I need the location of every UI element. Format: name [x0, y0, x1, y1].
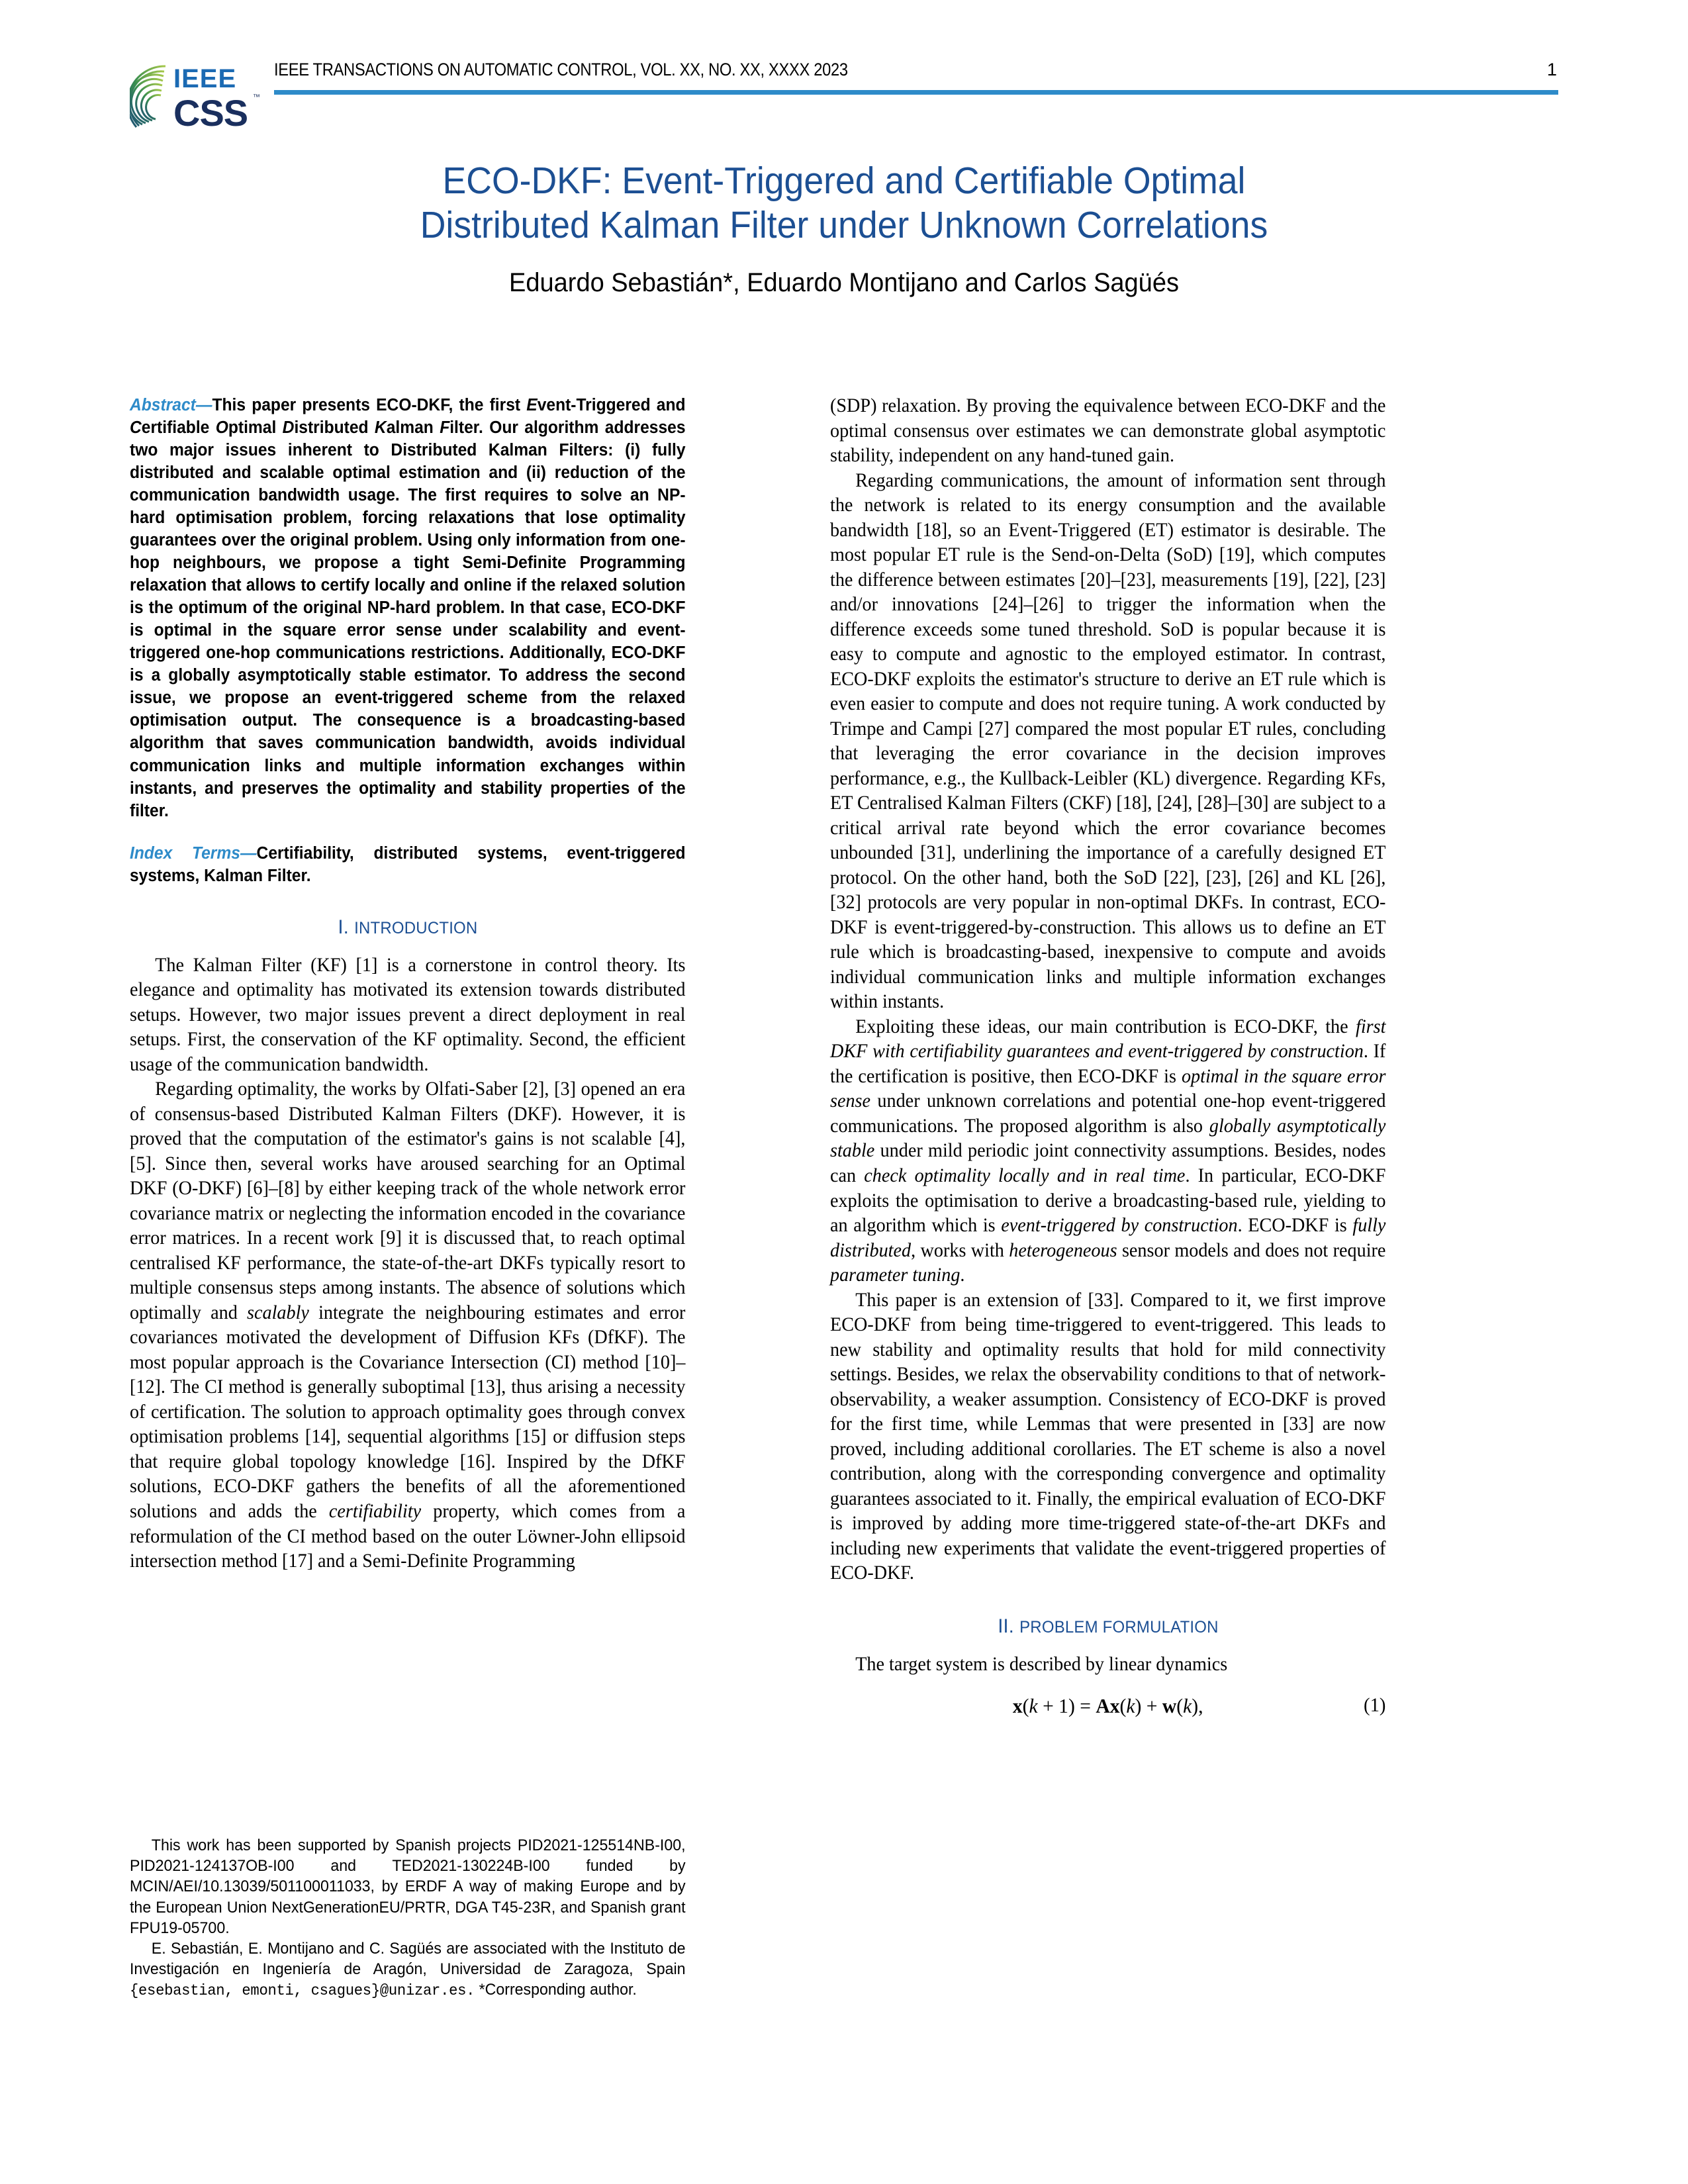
right-p3-text-a: Exploiting these ideas, our main contribution is ECO-DKF, the	[855, 1016, 1356, 1037]
abstract-text-4: ptimal	[228, 418, 283, 438]
section-heading-introduction	[141, 916, 675, 939]
section-number-2: II.	[998, 1615, 1014, 1637]
page-header	[130, 56, 1560, 135]
right-p3-italic-6: fully distributed	[830, 1215, 1386, 1261]
right-paragraph-3	[830, 1015, 1385, 1288]
left-p2-italic-1: scalably	[247, 1302, 309, 1323]
author-list: Eduardo Sebastián*, Eduardo Montijano and Carlos Sagüés	[509, 268, 1179, 297]
right-p3-text-e: . In particular, ECO-DKF exploits the optimisation to derive a broadcasting-based rule, yielding to an algorithm which is	[830, 1164, 1386, 1237]
left-p2-italic-2: certifiability	[328, 1501, 422, 1522]
footnote-email: {esebastian, emonti, csagues}@unizar.es.	[130, 1982, 475, 2000]
left-column	[130, 394, 686, 1574]
logo-css-text: CSS	[173, 92, 248, 132]
footnote-funding: This work has been supported by Spanish projects PID2021-125514NB-I00, PID2021-124137OB-I00 and TED2021-130224B-I00 funded by MCIN/AEI/10.13039/501100011033, by ERDF A way of making Europe and by the European Union NextGenerationEU/PRTR, DGA T45-23R, and Spanish grant FPU19-05700.	[130, 1836, 686, 1937]
right-p3-text-i: .	[960, 1264, 965, 1286]
abstract-em-6: F	[440, 418, 450, 438]
right-p3-text-b: . If the certification is positive, then ECO-DKF is	[830, 1041, 1386, 1087]
left-paragraph-1: The Kalman Filter (KF) [1] is a cornerstone in control theory. Its elegance and optimality has motivated its extension towards distributed setups. However, two major issues prevent a direct deployment in real setups. First, the conservation of the KF optimality. Second, the efficient usage of the communication bandwidth.	[130, 954, 686, 1075]
right-p3-text-g: , works with	[911, 1239, 1009, 1261]
right-p3-italic-8: parameter tuning	[830, 1264, 961, 1286]
paper-title-line-2: Distributed Kalman Filter under Unknown Correlations	[420, 204, 1268, 247]
header-divider-rule	[274, 90, 1558, 95]
paper-title	[218, 159, 1469, 248]
right-paragraph-4: This paper is an extension of [33]. Compared to it, we first improve ECO-DKF from being time-triggered to event-triggered. This leads to new stability and optimality results that hold for mild connectivity settings. Besides, we relax the observability conditions to that of network-observability, a weaker assumption. Consistency of ECO-DKF is proved for the first time, while Lemmas that were presented in [33] are now proved, including additional corollaries. The ET scheme is also a novel contribution, along with the corresponding convergence and optimality guarantees associated to it. Finally, the empirical evaluation of ECO-DKF is improved by adding more time-triggered state-of-the-art DKFs and including new experiments that validate the event-triggered properties of ECO-DKF.	[830, 1289, 1386, 1584]
abstract-em-2: C	[130, 418, 142, 438]
right-p3-text-h: sensor models and does not require	[1117, 1239, 1386, 1261]
abstract-text-6: alman	[386, 418, 440, 438]
abstract-em-3: O	[215, 418, 228, 438]
index-terms-text: Certifiability, distributed systems, event-triggered systems, Kalman Filter.	[130, 843, 686, 885]
right-paragraph-1: (SDP) relaxation. By proving the equivalence between ECO-DKF and the optimal consensus over estimates we can demonstrate global asymptotic stability, independent on any hand-tuned gain.	[830, 395, 1386, 467]
abstract-block	[130, 394, 686, 822]
equation-1-body: x(k + 1) = Ax(k) + w(k),	[1012, 1694, 1203, 1718]
abstract-text-7: ilter. Our algorithm addresses two major issues inherent to Distributed Kalman Filters: (i) fully distributed and scalable optimal estimation and (ii) reduction of the communication bandwidth usage. The first requires to solve an NP-hard optimisation problem, forcing relaxations that lose optimality guarantees over the original problem. Using only information from one-hop neighbours, we propose a tight Semi-Definite Programming relaxation that allows to certify locally and online if the relaxed solution is the optimum of the original NP-hard problem. In that case, ECO-DKF is optimal in the square error sense under scalability and event-triggered one-hop communications restrictions. Additionally, ECO-DKF is a globally asymptotically stable estimator. To address the second issue, we propose an event-triggered scheme from the relaxed optimisation output. The consequence is a broadcasting-based algorithm that saves communication bandwidth, avoids individual communication links and multiple information exchanges within instants, and preserves the optimality and stability properties of the filter.	[130, 418, 686, 820]
right-p3-italic-2: optimal in the square error sense	[830, 1065, 1386, 1112]
equation-1-number: (1)	[1364, 1694, 1386, 1717]
right-p3-italic-4: check optimality locally and in real time	[864, 1164, 1186, 1186]
index-terms-block	[130, 842, 686, 887]
right-p3-text-f: . ECO-DKF is	[1237, 1215, 1353, 1237]
abstract-em-5: K	[374, 418, 387, 438]
index-terms-label: Index Terms—	[130, 843, 257, 863]
ieee-css-logo-svg	[130, 58, 262, 132]
footnote-affiliation	[130, 1938, 686, 2001]
paper-title-line-1: ECO-DKF: Event-Triggered and Certifiable Optimal	[442, 160, 1246, 202]
abstract-label: Abstract—	[130, 396, 212, 414]
logo-trademark-icon: ™	[253, 93, 260, 101]
right-p3-text-d: under mild periodic joint connectivity assumptions. Besides, nodes can	[830, 1140, 1386, 1186]
abstract-text-5: istributed	[294, 418, 375, 438]
right-paragraph-2: Regarding communications, the amount of information sent through the network is related to its energy consumption and the available bandwidth [18], so an Event-Triggered (ET) estimator is desirable. The most popular ET rule is the Send-on-Delta (SoD) [19], which computes the difference between estimates [20]–[23], measurements [19], [22], [23] and/or innovations [24]–[26] to trigger the information when the difference exceeds some tuned threshold. SoD is popular because it is easy to compute and agnostic to the employed estimator. In contrast, ECO-DKF exploits the estimator's structure to derive an ET rule which is even easier to compute and does not require tuning. A work conducted by Trimpe and Campi [27] compared the most popular ET rules, concluding that leveraging the error covariance in the decision improves performance, e.g., the Kullback-Leibler (KL) divergence. Regarding KFs, ET Centralised Kalman Filters (CKF) [18], [24], [28]–[30] are subject to a critical arrival rate beyond which the error covariance becomes unbounded [31], underlining the importance of a carefully designed ET protocol. On the other hand, both the SoD [22], [23], [26] and KL [26], [32] protocols are very popular in non-optimal DKFs. In contrast, ECO-DKF is event-triggered-by-construction. This allows us to define an ET rule which is broadcasting-based, inexpensive to compute and avoids individual communication links and multiple information exchanges within instants.	[830, 469, 1386, 1013]
abstract-em-1: E	[526, 396, 538, 414]
left-paragraph-2	[130, 1077, 685, 1574]
section-title-2: PROBLEM FORMULATION	[1019, 1617, 1219, 1637]
right-p3-italic-7: heterogeneous	[1009, 1239, 1117, 1261]
ieee-css-logo	[130, 58, 262, 132]
section-title-1: INTRODUCTION	[354, 918, 478, 937]
equation-row-1	[830, 1694, 1385, 1731]
right-p3-italic-5: event-triggered by construction	[1001, 1215, 1238, 1237]
left-p2-text-a: Regarding optimality, the works by Olfati-Saber [2], [3] opened an era of consensus-based Distributed Kalman Filters (DKF). However, it is proved that the computation of the estimator's gains is not scalable [4], [5]. Since then, several works have aroused searching for an Optimal DKF (O-DKF) [6]–[8] by either keeping track of the whole network error covariance matrix or neglecting the information encoded in the covariance error matrices. In a recent work [9] it is discussed that, to reach optimal centralised KF performance, the state-of-the-art DKFs typically resort to multiple consensus steps among instants. The absence of solutions which optimally and	[130, 1078, 686, 1323]
left-p2-text-b: integrate the neighbouring estimates and error covariances motivated the development of Diffusion KFs (DfKF). The most popular approach is the Covariance Intersection (CI) method [10]–[12]. The CI method is generally suboptimal [13], thus arising a necessity of certification. The solution to approach optimality goes through convex optimisation problems [14], sequential algorithms [15] or diffusion steps that require global topology knowledge [16]. Inspired by the DfKF solutions, ECO-DKF gathers the benefits of all the aforementioned solutions and adds the	[130, 1302, 686, 1522]
logo-ieee-text: IEEE	[173, 64, 237, 93]
right-p3-italic-1: first DKF with certifiability guarantees and event-triggered by construction	[830, 1016, 1386, 1063]
journal-header-text: IEEE TRANSACTIONS ON AUTOMATIC CONTROL, VOL. XX, NO. XX, XXXX 2023	[274, 60, 848, 79]
footnote-affil-text-a: E. Sebastián, E. Montijano and C. Sagüés are associated with the Instituto de Investigación en Ingeniería de Aragón, Universidad de Zaragoza, Spain	[130, 1939, 686, 1979]
abstract-em-4: D	[282, 418, 295, 438]
abstract-text-2: vent-Triggered and	[537, 396, 686, 414]
section-number-1: I.	[338, 916, 349, 938]
abstract-text-3: ertifiable	[141, 418, 216, 438]
section-heading-problem-formulation	[841, 1615, 1375, 1638]
abstract-text-1: This paper presents ECO-DKF, the first	[212, 396, 527, 414]
right-p3-italic-3: globally asymptotically stable	[830, 1115, 1386, 1162]
footnote-block	[130, 1835, 686, 2001]
right-p3-text-c: under unknown correlations and potential one-hop event-triggered communications. The proposed algorithm is also	[830, 1090, 1386, 1137]
page-number: 1	[1546, 60, 1557, 79]
footnote-affil-text-b: *Corresponding author.	[475, 1981, 637, 1999]
right-column	[830, 394, 1386, 1731]
right-paragraph-5: The target system is described by linear dynamics	[855, 1653, 1228, 1675]
left-p2-text-c: property, which comes from a reformulation of the CI method based on the outer Löwner-John ellipsoid intersection method [17] and a Semi-Definite Programming	[130, 1501, 686, 1572]
